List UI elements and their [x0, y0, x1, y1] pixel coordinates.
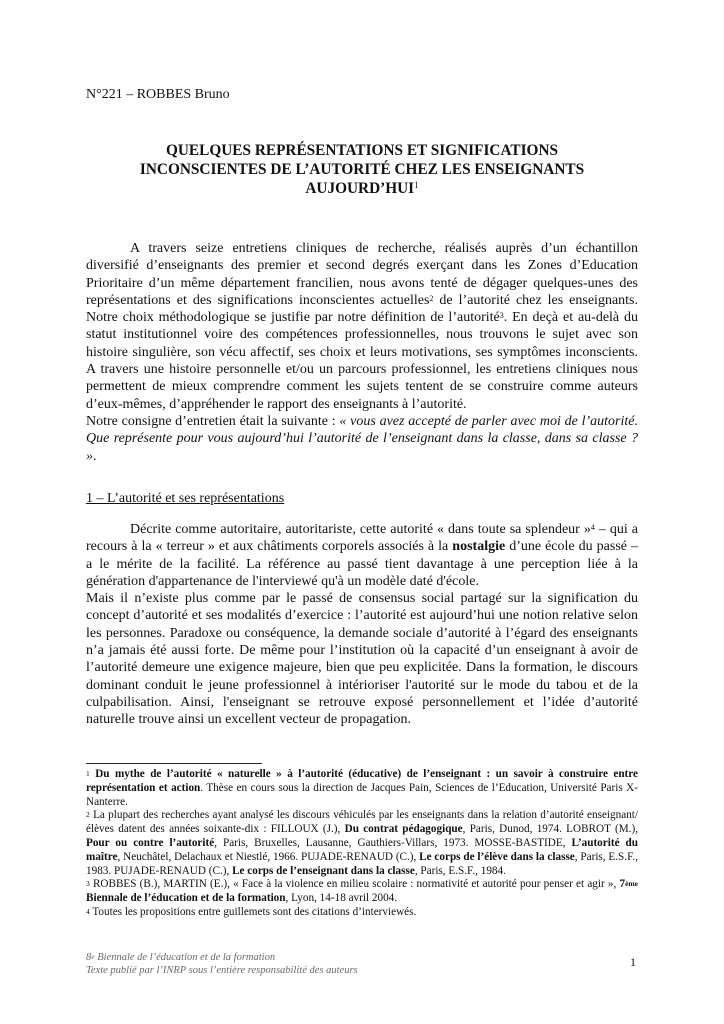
section-heading: 1 – L’autorité et ses représentations	[86, 491, 285, 506]
footer-edition-number: 8	[86, 952, 92, 963]
footer-ordinal: e	[91, 952, 95, 961]
footnote-bold: L’autorité du maître	[86, 836, 638, 863]
footnote-bold: Du mythe de l’autorité « naturelle » à l’autorité (éducative) de l’enseignant : un savoir à construire entre représentation et action	[86, 768, 639, 794]
footnote-ref-2: 2	[429, 293, 434, 303]
footnote-1	[86, 768, 638, 809]
footnote-text: ROBBES (B.), MARTIN (E.), « Face à la violence en milieu scolaire : normativité et autorité pour penser et agir »,	[92, 878, 620, 891]
footer-line-2: Texte publié par l’INRP sous l’entière responsabilité des auteurs	[86, 965, 358, 976]
page-footer	[86, 951, 358, 977]
footnote-3	[86, 878, 638, 906]
footnote-text: , Neuchâtel, Delachaux et Niestlé, 1966. PUJADE-RENAUD (C.),	[117, 850, 420, 863]
section-text-part: d’une école du passé – a le mérite de la facilité. La référence au passé tient davantage à une perception liée à la génération d'appartenance de l'interviewé qu'à un modèle daté d'école.	[86, 539, 639, 589]
footnote-ordinal: ème	[625, 879, 638, 889]
footnote-bold: 7	[619, 878, 626, 891]
section-1-text	[86, 521, 638, 729]
footnote-number: 4	[86, 906, 90, 916]
section-text-part: Décrite comme autoritaire, autoritariste, cette autorité « dans toute sa splendeur »	[130, 522, 591, 537]
section-paragraph-2: Mais il n’existe plus comme par le passé de consensus social partagé sur la signification du concept d’autorité et ses modalités d’exercice : l’autorité est aujourd’hui une notion relative selon les personnes. Paradoxe ou conséquence, la demande sociale d’autorité à l’égard des enseignants n’a jamais été aussi forte. De même pour l’institution où la capacité d’un enseignant à avoir de l’autorité demeure une exigence majeure, bien que peu explicitée. Dans la formation, le discours dominant conduit le jeune professionnel à intérioriser l'autorité sur le mode du tabou et de la culpabilisation. Ainsi, l'enseignant se retrouve exposé personnellement et l’idée d’autorité naturelle trouve ainsi un excellent vecteur de propagation.	[86, 591, 638, 728]
paper-title	[86, 141, 638, 198]
interview-instruction	[86, 413, 638, 465]
intro-text	[86, 240, 638, 465]
footnote-text: , Paris, E.S.F., 1983. PUJADE-RENAUD (C.),	[86, 850, 638, 877]
bold-term: nostalgie	[452, 539, 506, 555]
title-line-2: INCONSCIENTES DE L’AUTORITÉ CHEZ LES ENSEIGNANTS	[139, 161, 585, 178]
footnote-4	[86, 906, 638, 920]
footnote-text: , Paris, Dunod, 1974. LOBROT (M.),	[462, 823, 638, 836]
title-line-3	[86, 179, 638, 198]
footer-line-1	[86, 951, 358, 964]
footnote-bold: Biennale de l’éducation et de la formation	[86, 892, 286, 905]
footnote-number: 2	[86, 810, 90, 820]
footer-event: Biennale de l’éducation et de la formation	[94, 952, 276, 963]
footnotes	[86, 768, 638, 920]
title-line-1: QUELQUES REPRÉSENTATIONS ET SIGNIFICATIONS	[165, 142, 559, 159]
footnote-bold: Le corps de l’enseignant dans la classe	[232, 864, 415, 877]
footnote-text: . Thèse en cours sous la direction de Jacques Pain, Sciences de l’Education, Université Paris X-Nanterre.	[86, 781, 638, 808]
footnote-text: La plupart des recherches ayant analysé les discours véhiculés par les enseignants dans la relation d’autorité enseignant/élèves datent des années soixante-dix : FILLOUX (J.),	[86, 809, 638, 836]
footnote-number: 3	[86, 879, 90, 889]
author-header: N°221 – ROBBES Bruno	[86, 87, 230, 102]
intro-text-part: de l’autorité chez les enseignants. Notre choix méthodologique se justifie par notre définition de l’autorité	[86, 292, 638, 326]
footnote-text: , Lyon, 14-18 avril 2004.	[285, 892, 398, 905]
instruction-lead: Notre consigne d’entretien était la suivante :	[86, 413, 340, 429]
footnote-bold: Le corps de l’élève dans la classe	[419, 850, 575, 863]
intro-text-part: A travers seize entretiens cliniques de recherche, réalisés auprès d’un échantillon diversifié d’enseignants des premier et second degrés exerçant dans les Zones d’Education Prioritaire d’un même département francilien, nous avons tenté de dégager quelques-unes des représentations et des significations inconscientes actuelles	[86, 241, 638, 308]
footnote-ref-3: 3	[499, 311, 504, 321]
footnote-number: 1	[86, 769, 90, 778]
intro-paragraph	[86, 240, 638, 413]
section-text-part: – qui a recours à la « terreur » et aux châtiments corporels associés à la	[86, 522, 638, 555]
footnote-2	[86, 809, 638, 878]
footnote-bold: Du contrat pédagogique	[344, 823, 463, 836]
footnote-text: Toutes les propositions entre guillemets sont des citations d’interviewés.	[92, 905, 417, 918]
intro-text-part: . En deçà et au-delà du statut institutionnel voire des compétences professionnelles, nous trouvons le sujet avec son histoire singulière, son vécu affectif, ses choix et leurs motivations, ses symptômes inconscients. A travers une histoire personnelle et/ou un parcours professionnel, les entretiens cliniques nous permettent de mieux comprendre comment les sujets tentent de se construire comme auteurs d’eux-mêmes, d’appréhender le rapport des enseignants à l’autorité.	[86, 310, 638, 412]
instruction-quote: « vous avez accepté de parler avec moi de l’autorité. Que représente pour vous aujourd’hui l’autorité de l’enseignant dans la classe, dans sa classe ? »	[86, 413, 638, 464]
footnote-text: , Paris, E.S.F., 1984.	[414, 864, 506, 877]
instruction-end: .	[93, 448, 97, 464]
footnote-separator	[86, 763, 262, 764]
footnote-bold: Pour ou contre l’autorité	[86, 836, 215, 849]
footnote-text: , Paris, Bruxelles, Lausanne, Gauthiers-Villars, 1973. MOSSE-BASTIDE,	[214, 836, 572, 849]
title-line-3-text: AUJOURD’HUI	[305, 180, 415, 197]
footnote-ref-4: 4	[590, 523, 595, 532]
title-footnote-ref: 1	[414, 180, 419, 190]
section-paragraph-1	[86, 521, 638, 590]
page-number: 1	[630, 955, 636, 969]
